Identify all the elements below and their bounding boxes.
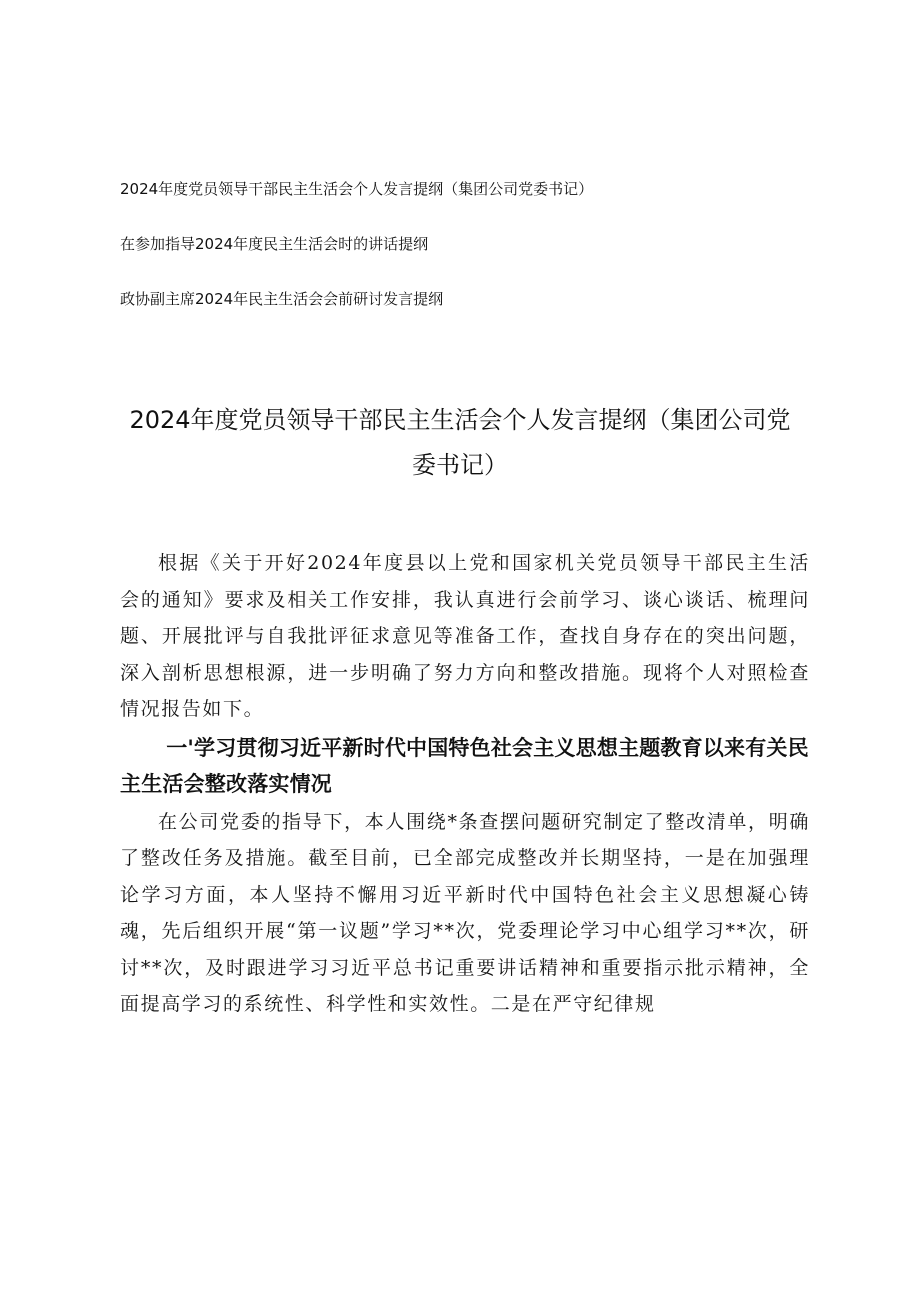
table-of-contents (120, 176, 820, 341)
toc-item-1[interactable]: 2024年度党员领导干部民主生活会个人发言提纲（集团公司党委书记） (120, 180, 594, 198)
section-one-heading: 一'学习贯彻习近平新时代中国特色社会主义思想主题教育以来有关民主生活会整改落实情况 (120, 735, 809, 796)
toc-item-2[interactable]: 在参加指导2024年度民主生活会时的讲话提纲 (120, 235, 429, 253)
intro-paragraph: 根据《关于开好2024年度县以上党和国家机关党员领导干部民主生活会的通知》要求及相关工作安排，我认真进行会前学习、谈心谈话、梳理问题、开展批评与自我批评征求意见等准备工作，查找自身存在的突出问题，深入剖析思想根源，进一步明确了努力方向和整改措施。现将个人对照检查情况报告如下。 (120, 552, 810, 720)
document-title: 2024年度党员领导干部民主生活会个人发言提纲（集团公司党委书记） (129, 406, 791, 479)
toc-item-3[interactable]: 政协副主席2024年民主生活会会前研讨发言提纲 (120, 290, 444, 308)
section-one-paragraph: 在公司党委的指导下，本人围绕*条查摆问题研究制定了整改清单，明确了整改任务及措施。截至目前，已全部完成整改并长期坚持，一是在加强理论学习方面，本人坚持不懈用习近平新时代中国特色社会主义思想凝心铸魂，先后组织开展“第一议题”学习**次，党委理论学习中心组学习**次，研讨**次，及时跟进学习习近平总书记重要讲话精神和重要指示批示精神，全面提高学习的系统性、科学性和实效性。二是在严守纪律规 (120, 810, 810, 1015)
document-body (120, 545, 810, 1023)
